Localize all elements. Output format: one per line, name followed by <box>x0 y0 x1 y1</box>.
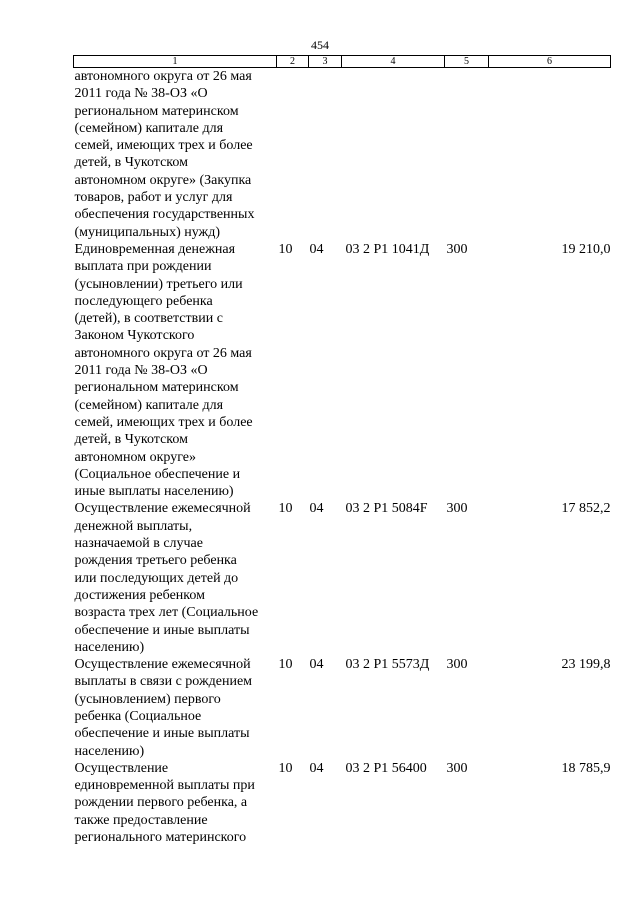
amount: 18 785,9 <box>561 760 611 776</box>
expense-type-code: 300 <box>446 241 468 257</box>
subsection-code: 04 <box>309 241 324 257</box>
description-line: денежной выплаты, <box>74 518 193 534</box>
subsection-code: 04 <box>309 501 324 517</box>
column-number-row <box>74 56 611 68</box>
description-line: регионального материнского <box>74 830 247 846</box>
target-article-code <box>342 68 445 241</box>
row-description <box>74 656 277 760</box>
table-row <box>74 68 611 241</box>
description-line: Единовременная денежная <box>74 241 236 257</box>
description-line: выплаты в связи с рождением <box>74 674 253 690</box>
row-description <box>74 500 277 656</box>
description-line: (Социальное обеспечение и <box>74 466 241 482</box>
description-line: рождения третьего ребенка <box>74 553 237 569</box>
budget-table <box>73 55 611 846</box>
description-line: обеспечения государственных <box>74 207 255 223</box>
target-article-code: 03 2 P1 5573Д <box>345 657 430 673</box>
amount: 19 210,0 <box>561 241 611 257</box>
description-line: (муниципальных) нужд) <box>74 224 221 240</box>
description-line: (детей), в соответствии с <box>74 311 223 327</box>
expense-type-code: 300 <box>446 657 468 673</box>
description-line: (усыновлением) первого <box>74 691 221 707</box>
table-row <box>74 241 611 500</box>
section-code: 10 <box>278 501 293 517</box>
description-line: единовременной выплаты при <box>74 778 255 794</box>
expense-type-code <box>445 68 489 241</box>
description-line: назначаемой в случае <box>74 536 203 552</box>
description-line: рождении первого ребенка, а <box>74 795 248 811</box>
description-line: населению) <box>74 743 145 759</box>
subsection-code: 04 <box>309 760 324 776</box>
target-article-code: 03 2 P1 5084F <box>345 501 428 517</box>
description-line: или последующих детей до <box>74 570 239 586</box>
column-header-5: 5 <box>445 56 489 68</box>
amount: 17 852,2 <box>561 501 611 517</box>
amount: 23 199,8 <box>561 657 611 673</box>
description-line: обеспечение и иные выплаты <box>74 726 250 742</box>
table-body <box>74 68 611 847</box>
description-line: выплата при рождении <box>74 259 212 275</box>
description-line: детей, в Чукотском <box>74 155 188 171</box>
description-line: детей, в Чукотском <box>74 432 188 448</box>
section-code: 10 <box>278 760 293 776</box>
description-line: (семейном) капитале для <box>74 397 224 413</box>
target-article-code: 03 2 P1 1041Д <box>345 241 430 257</box>
table-row <box>74 500 611 656</box>
column-header-3: 3 <box>309 56 342 68</box>
description-line: региональном материнском <box>74 380 239 396</box>
description-line: автономном округе» (Закупка <box>74 172 252 188</box>
description-line: 2011 года № 38-ОЗ «О <box>74 86 208 102</box>
page-number: 454 <box>311 38 329 52</box>
column-header-6: 6 <box>489 56 611 68</box>
description-line: также предоставление <box>74 812 208 828</box>
description-line: товаров, работ и услуг для <box>74 190 233 206</box>
table-row <box>74 656 611 760</box>
column-header-4: 4 <box>342 56 445 68</box>
description-line: Осуществление <box>74 760 169 776</box>
subsection-code: 04 <box>309 657 324 673</box>
table-row <box>74 760 611 846</box>
subsection-code <box>309 68 342 241</box>
column-header-1: 1 <box>74 56 277 68</box>
column-header-2: 2 <box>277 56 309 68</box>
description-line: населению) <box>74 639 145 655</box>
description-line: (усыновлении) третьего или <box>74 276 243 292</box>
description-line: (семейном) капитале для <box>74 120 224 136</box>
row-description <box>74 68 277 241</box>
description-line: региональном материнском <box>74 103 239 119</box>
section-code: 10 <box>278 657 293 673</box>
target-article-code: 03 2 P1 56400 <box>345 760 427 776</box>
description-line: возраста трех лет (Социальное <box>74 605 259 621</box>
description-line: последующего ребенка <box>74 293 213 309</box>
description-line: достижения ребенком <box>74 587 205 603</box>
description-line: семей, имеющих трех и более <box>74 138 253 154</box>
description-line: ребенка (Социальное <box>74 708 202 724</box>
description-line: автономном округе» <box>74 449 196 465</box>
expense-type-code: 300 <box>446 501 468 517</box>
amount <box>489 68 611 241</box>
description-line: иные выплаты населению) <box>74 484 234 500</box>
description-line: семей, имеющих трех и более <box>74 414 253 430</box>
description-line: Законом Чукотского <box>74 328 195 344</box>
section-code: 10 <box>278 241 293 257</box>
row-description <box>74 241 277 500</box>
description-line: 2011 года № 38-ОЗ «О <box>74 363 208 379</box>
section-code <box>277 68 309 241</box>
description-line: Осуществление ежемесячной <box>74 501 251 517</box>
row-description <box>74 760 277 846</box>
description-line: автономного округа от 26 мая <box>74 345 252 361</box>
description-line: автономного округа от 26 мая <box>74 69 252 84</box>
description-line: Осуществление ежемесячной <box>74 657 251 673</box>
expense-type-code: 300 <box>446 760 468 776</box>
table-header <box>74 56 611 68</box>
description-line: обеспечение и иные выплаты <box>74 622 250 638</box>
